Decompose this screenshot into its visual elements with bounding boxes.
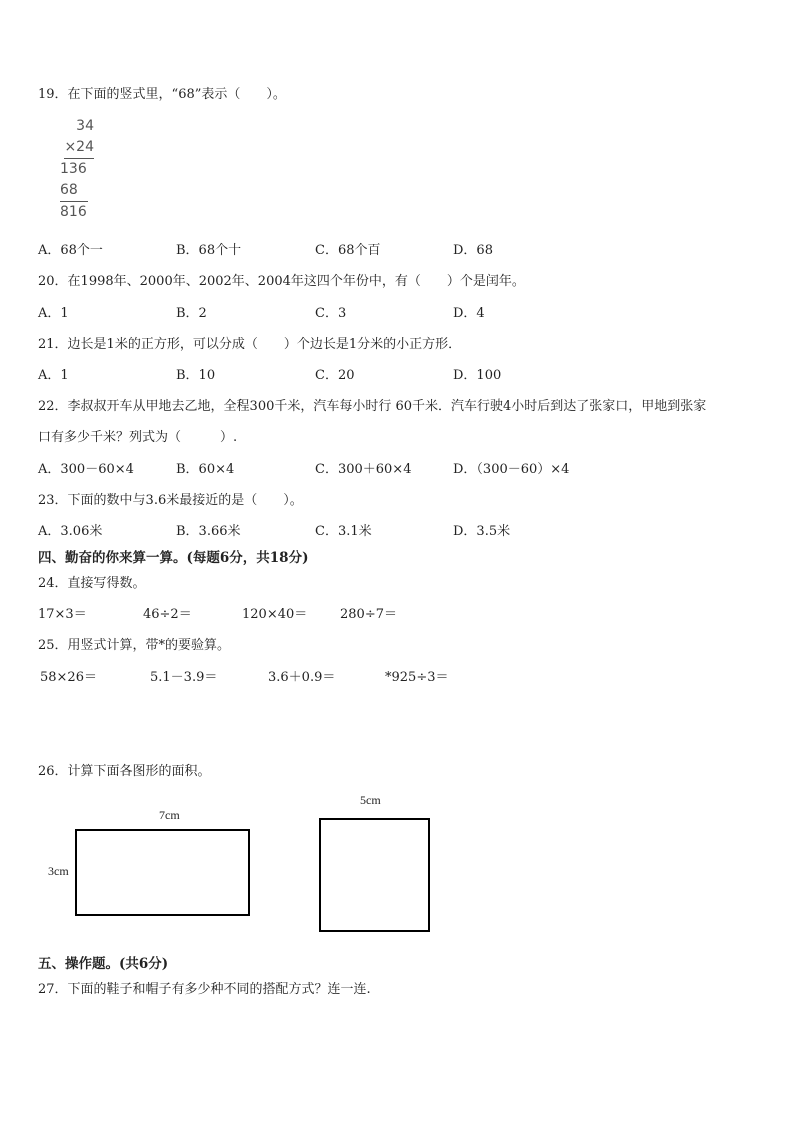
rect-height-label: 3cm bbox=[48, 864, 69, 878]
q19-option-c: C．68个百 bbox=[315, 243, 381, 258]
q20-option-a: A．1 bbox=[38, 306, 69, 321]
q22-stem-line2: 口有多少千米？列式为（ ）. bbox=[38, 430, 238, 445]
q19-option-b: B．68个十 bbox=[176, 243, 242, 258]
q20-option-d: D．4 bbox=[453, 306, 485, 321]
q22-option-d: D．（300－60）×4 bbox=[453, 462, 570, 477]
q19-option-d: D．68 bbox=[453, 243, 493, 258]
q24-stem: 24．直接写得数。 bbox=[38, 576, 146, 591]
q23-stem: 23．下面的数中与3.6米最接近的是（ ）。 bbox=[38, 493, 303, 508]
q25-stem: 25．用竖式计算，带*的要验算。 bbox=[38, 638, 231, 653]
q22-option-c: C．300＋60×4 bbox=[315, 462, 412, 477]
q25-item-2: 5.1－3.9＝ bbox=[150, 670, 218, 685]
rectangle-figure bbox=[75, 829, 250, 916]
q19-stem: 19．在下面的竖式里，“68”表示（ ）。 bbox=[38, 87, 286, 102]
q24-item-4: 280÷7＝ bbox=[340, 607, 397, 622]
q23-option-a: A．3.06米 bbox=[38, 524, 103, 539]
q22-option-b: B．60×4 bbox=[176, 462, 235, 477]
q21-option-a: A．1 bbox=[38, 368, 69, 383]
q23-option-b: B．3.66米 bbox=[176, 524, 241, 539]
q20-stem: 20．在1998年、2000年、2002年、2004年这四个年份中，有（ ）个是闰年。 bbox=[38, 274, 525, 289]
q19-option-a: A．68个一 bbox=[38, 243, 103, 258]
section-5-heading: 五、操作题。(共6分) bbox=[38, 956, 169, 972]
q21-option-c: C．20 bbox=[315, 368, 355, 383]
square-figure bbox=[319, 818, 430, 932]
q19-vertical-calculation bbox=[52, 116, 102, 223]
square-side-label: 5cm bbox=[360, 793, 381, 807]
q25-item-3: 3.6＋0.9＝ bbox=[268, 670, 336, 685]
q21-option-b: B．10 bbox=[176, 368, 216, 383]
section-4-heading: 四、勤奋的你来算一算。(每题6分，共18分) bbox=[38, 550, 309, 566]
q23-option-d: D．3.5米 bbox=[453, 524, 511, 539]
q25-item-4: *925÷3＝ bbox=[385, 670, 449, 685]
q25-item-1: 58×26＝ bbox=[40, 670, 97, 685]
q21-stem: 21．边长是1米的正方形，可以分成（ ）个边长是1分米的小正方形． bbox=[38, 337, 462, 352]
vertical-partial-2: 68 bbox=[60, 180, 88, 202]
q22-option-a: A．300－60×4 bbox=[38, 462, 134, 477]
vertical-multiplier: ×24 bbox=[64, 137, 94, 159]
q20-option-b: B．2 bbox=[176, 306, 207, 321]
q21-option-d: D．100 bbox=[453, 368, 502, 383]
q24-item-2: 46÷2＝ bbox=[143, 607, 192, 622]
q27-stem: 27．下面的鞋子和帽子有多少种不同的搭配方式？连一连. bbox=[38, 982, 371, 997]
rect-width-label: 7cm bbox=[159, 808, 180, 822]
q24-item-3: 120×40＝ bbox=[242, 607, 308, 622]
q22-stem-line1: 22．李叔叔开车从甲地去乙地，全程300千米，汽车每小时行 60千米．汽车行驶4小时后到达了张家口，甲地到张家 bbox=[38, 399, 707, 414]
q20-option-c: C．3 bbox=[315, 306, 347, 321]
vertical-partial-1: 136 bbox=[60, 161, 87, 177]
q24-item-1: 17×3＝ bbox=[38, 607, 87, 622]
q26-stem: 26．计算下面各图形的面积。 bbox=[38, 764, 211, 779]
vertical-result: 816 bbox=[60, 204, 87, 220]
vertical-top: 34 bbox=[76, 118, 94, 134]
q23-option-c: C．3.1米 bbox=[315, 524, 372, 539]
